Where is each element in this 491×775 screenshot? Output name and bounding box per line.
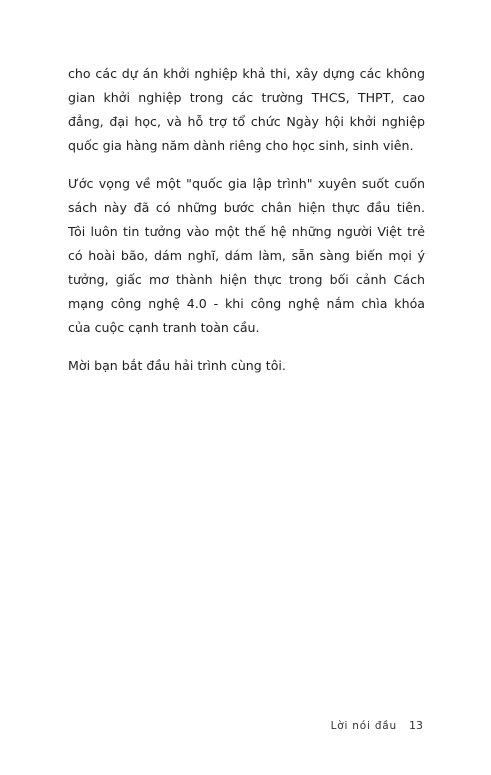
text-line: của cuộc cạnh tranh toàn cầu. [68,320,260,335]
paragraph-3 [68,354,425,378]
page-footer [331,719,423,732]
text-line: gian khởi nghiệp trong các trường THCS, THPT, cao [68,90,425,105]
text-line: mạng công nghệ 4.0 - khi công nghệ nắm chìa khóa [68,296,425,311]
paragraph-1 [68,62,425,158]
section-title: Lời nói đầu [330,720,397,732]
text-line: tưởng, giấc mơ thành hiện thực trong bối cảnh Cách [68,272,425,287]
text-line: Ước vọng về một "quốc gia lập trình" xuyên suốt cuốn [68,176,425,191]
text-line: Tôi luôn tin tưởng vào một thế hệ những người Việt trẻ [68,224,425,239]
text-line: quốc gia hàng năm dành riêng cho học sinh, sinh viên. [68,138,414,153]
text-line: đẳng, đại học, và hỗ trợ tổ chức Ngày hội khởi nghiệp [68,114,425,129]
text-line: có hoài bão, dám nghĩ, dám làm, sẵn sàng biến mọi ý [68,248,425,263]
paragraph-2 [68,172,425,340]
page-number: 13 [409,719,423,732]
text-line: cho các dự án khởi nghiệp khả thi, xây dựng các không [68,66,425,81]
text-line: Mời bạn bắt đầu hải trình cùng tôi. [68,358,286,373]
text-line: sách này đã có những bước chân hiện thực đầu tiên. [68,200,425,215]
body-text [68,62,425,392]
